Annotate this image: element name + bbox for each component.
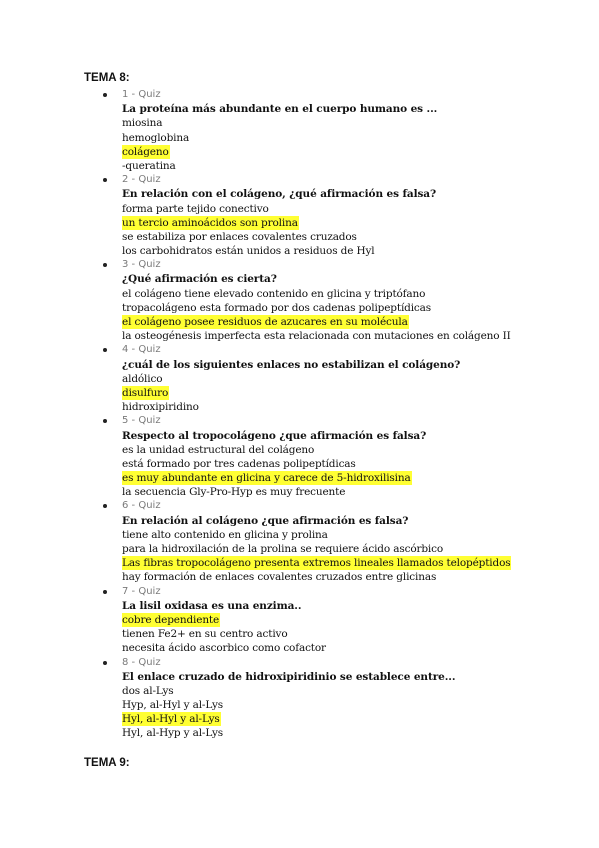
answer-option	[122, 131, 599, 145]
answer-option	[122, 542, 599, 556]
answer-option-text: tienen Fe2+ en su centro activo	[122, 628, 288, 641]
answer-option-highlighted	[122, 556, 599, 570]
answer-option-highlighted	[122, 216, 599, 230]
section-title-tema-9: TEMA 9:	[84, 757, 130, 769]
answer-option-text: hidroxipiridino	[122, 401, 199, 414]
answer-option	[122, 202, 599, 216]
quiz-question: En relación con el colágeno, ¿qué afirmación es falsa?	[122, 188, 437, 201]
quiz-item	[0, 173, 599, 258]
bullet-icon	[103, 590, 107, 594]
answer-option-highlighted	[122, 471, 599, 485]
quiz-label: 2 - Quiz	[122, 174, 161, 186]
answer-option	[122, 159, 599, 173]
answer-option-text: dos al-Lys	[122, 684, 174, 697]
answer-option	[122, 230, 599, 244]
answer-option-text: el colágeno tiene elevado contenido en glicina y triptófano	[122, 287, 426, 300]
answer-option-text: los carbohidratos están unidos a residuos de Hyl	[122, 245, 375, 258]
quiz-label: 7 - Quiz	[122, 585, 161, 597]
quiz-item	[0, 499, 599, 584]
answer-option-text: Hyp, al-Hyl y al-Lys	[122, 699, 223, 712]
answer-option-text: para la hidroxilación de la prolina se requiere ácido ascórbico	[122, 543, 444, 555]
answer-option	[122, 698, 599, 712]
quiz-question: La lisil oxidasa es una enzima..	[122, 599, 302, 612]
answer-option-text: tropacolágeno esta formado por dos cadenas polipeptídicas	[122, 301, 432, 314]
answer-option-text: Hyl, al-Hyl y al-Lys	[122, 713, 220, 726]
answer-option-highlighted	[122, 315, 599, 329]
quiz-item	[0, 656, 599, 741]
answer-option-text: tiene alto contenido en glicina y prolina	[122, 528, 328, 541]
answer-option-text: forma parte tejido conectivo	[122, 202, 269, 215]
quiz-label: 4 - Quiz	[122, 344, 161, 356]
quiz-item	[0, 88, 599, 173]
bullet-icon	[103, 263, 107, 267]
answer-option-text: colágeno	[122, 145, 169, 158]
answer-option-text: disulfuro	[122, 386, 169, 399]
section-title-tema-8: TEMA 8:	[84, 72, 130, 84]
answer-option	[122, 116, 599, 130]
answer-option	[122, 457, 599, 471]
quiz-label: 8 - Quiz	[122, 656, 161, 668]
bullet-icon	[103, 93, 107, 97]
quiz-question: En relación al colágeno ¿que afirmación es falsa?	[122, 514, 409, 527]
quiz-label: 1 - Quiz	[122, 89, 161, 100]
quiz-list	[0, 88, 599, 741]
answer-option-text: el colágeno posee residuos de azucares en su molécula	[122, 316, 408, 328]
answer-option	[122, 244, 599, 258]
answer-option-text: necesita ácido ascorbico como cofactor	[122, 642, 326, 655]
answer-option-highlighted	[122, 386, 599, 400]
quiz-label: 3 - Quiz	[122, 259, 161, 271]
answer-option	[122, 528, 599, 542]
quiz-item	[0, 258, 599, 343]
answer-option-text: es muy abundante en glicina y carece de 5-hidroxilisina	[122, 472, 411, 485]
quiz-question: Respecto al tropocolágeno ¿que afirmación es falsa?	[122, 429, 427, 442]
answer-option-highlighted	[122, 712, 599, 726]
answer-option	[122, 570, 599, 584]
answer-option-text: es la unidad estructural del colágeno	[122, 443, 315, 456]
answer-option-highlighted	[122, 613, 599, 627]
answer-option-text: un tercio aminoácidos son prolina	[122, 216, 298, 229]
answer-option-text: la osteogénesis imperfecta esta relacionada con mutaciones en colágeno II	[122, 330, 511, 343]
answer-option	[122, 287, 599, 301]
answer-option-text: hay formación de enlaces covalentes cruzados entre glicinas	[122, 571, 437, 584]
answer-option-text: está formado por tres cadenas polipeptídicas	[122, 457, 356, 470]
answer-option	[122, 627, 599, 641]
quiz-item	[0, 414, 599, 499]
bullet-icon	[103, 178, 107, 182]
bullet-icon	[103, 661, 107, 665]
answer-option-text: aldólico	[122, 372, 163, 385]
answer-option	[122, 400, 599, 414]
answer-option	[122, 485, 599, 499]
quiz-question: El enlace cruzado de hidroxipiridinio se establece entre...	[122, 670, 456, 683]
answer-option	[122, 329, 599, 343]
answer-option	[122, 372, 599, 386]
bullet-icon	[103, 504, 107, 508]
quiz-label: 5 - Quiz	[122, 415, 161, 427]
quiz-label: 6 - Quiz	[122, 500, 161, 512]
answer-option	[122, 684, 599, 698]
quiz-question: ¿cuál de los siguientes enlaces no estabilizan el colágeno?	[122, 358, 461, 371]
answer-option-highlighted	[122, 145, 599, 159]
answer-option-text: -queratina	[122, 159, 176, 172]
answer-option-text: se estabiliza por enlaces covalentes cruzados	[122, 230, 357, 243]
answer-option-text: miosina	[122, 117, 163, 130]
answer-option	[122, 641, 599, 655]
answer-option-text: la secuencia Gly-Pro-Hyp es muy frecuente	[122, 486, 346, 499]
quiz-item	[0, 585, 599, 656]
answer-option-text: Hyl, al-Hyp y al-Lys	[122, 727, 223, 740]
answer-option	[122, 726, 599, 740]
answer-option-text: Las fibras tropocolágeno presenta extremos lineales llamados telopéptidos	[122, 557, 511, 570]
bullet-icon	[103, 419, 107, 423]
answer-option-text: hemoglobina	[122, 131, 190, 144]
answer-option	[122, 443, 599, 457]
quiz-question: ¿Qué afirmación es cierta?	[122, 273, 277, 286]
quiz-question: La proteína más abundante en el cuerpo humano es ...	[122, 103, 438, 116]
quiz-item	[0, 343, 599, 414]
answer-option	[122, 301, 599, 315]
answer-option-text: cobre dependiente	[122, 613, 220, 626]
bullet-icon	[103, 348, 107, 352]
